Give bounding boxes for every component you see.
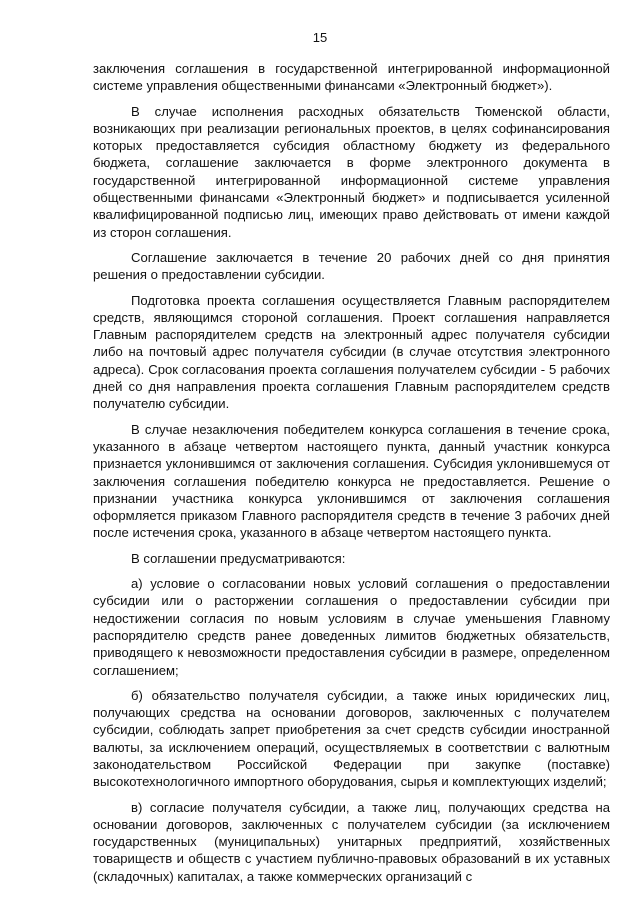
paragraph-5: В случае незаключения победителем конкурса соглашения в течение срока, указанного в абзаце четвертом настоящего пункта, данный участник конкурса признается уклонившимся от заключения соглашения. Субсидия уклонившемуся от заключения соглашения победителю конкурса не предоставляется. Решение о признании участника конкурса уклонившимся от заключения соглашения оформляется приказом Главного распорядителя средств в течение 3 рабочих дней после истечения срока, указанного в абзаце четвертом настоящего пункта.	[93, 421, 610, 541]
paragraph-3: Соглашение заключается в течение 20 рабочих дней со дня принятия решения о предоставлении субсидии.	[93, 249, 610, 283]
page-number: 15	[312, 30, 328, 45]
paragraph-2: В случае исполнения расходных обязательств Тюменской области, возникающих при реализации региональных проектов, в целях софинансирования которых предоставляется субсидия областному бюджету из федерального бюджета, соглашение заключается в форме электронного документа в государственной интегрированной информационной системе управления общественными финансами «Электронный бюджет» и подписывается усиленной квалифицированной подписью лиц, имеющих право действовать от имени каждой из сторон соглашения.	[93, 103, 610, 240]
paragraph-4: Подготовка проекта соглашения осуществляется Главным распорядителем средств, являющимся стороной соглашения. Проект соглашения направляется Главным распорядителем средств на электронный адрес получателя субсидии либо на почтовый адрес получателя субсидии (в случае отсутствия электронного адреса). Срок согласования проекта соглашения получателем субсидии - 5 рабочих дней со дня направления проекта соглашения Главным распорядителем средств получателю субсидии.	[93, 292, 610, 412]
paragraph-7: а) условие о согласовании новых условий соглашения о предоставлении субсидии или о расторжении соглашения о предоставлении субсидии при недостижении согласия по новым условиям в случае уменьшения Главному распорядителю средств ранее доведенных лимитов бюджетных обязательств, приводящего к невозможности предоставления субсидии в размере, определенном соглашением;	[93, 576, 610, 678]
paragraph-1: заключения соглашения в государственной интегрированной информационной системе управления общественными финансами «Электронный бюджет»).	[93, 61, 610, 94]
document-body	[93, 60, 610, 893]
paragraph-9: в) согласие получателя субсидии, а также лиц, получающих средства на основании договоров, заключенных с получателем субсидии (за исключением государственных (муниципальных) унитарных предприятий, хозяйственных товариществ и обществ с участием публично-правовых образований в их уставных (складочных) капиталах, а также коммерческих организаций с	[93, 799, 610, 884]
paragraph-6: В соглашении предусматриваются:	[131, 550, 346, 566]
paragraph-8: б) обязательство получателя субсидии, а также иных юридических лиц, получающих средства на основании договоров, заключенных с получателем субсидии, соблюдать запрет приобретения за счет средств субсидии иностранной валюты, за исключением операций, осуществляемых в соответствии с валютным законодательством Российской Федерации при закупке (поставке) высокотехнологичного импортного оборудования, сырья и комплектующих изделий;	[93, 687, 610, 790]
